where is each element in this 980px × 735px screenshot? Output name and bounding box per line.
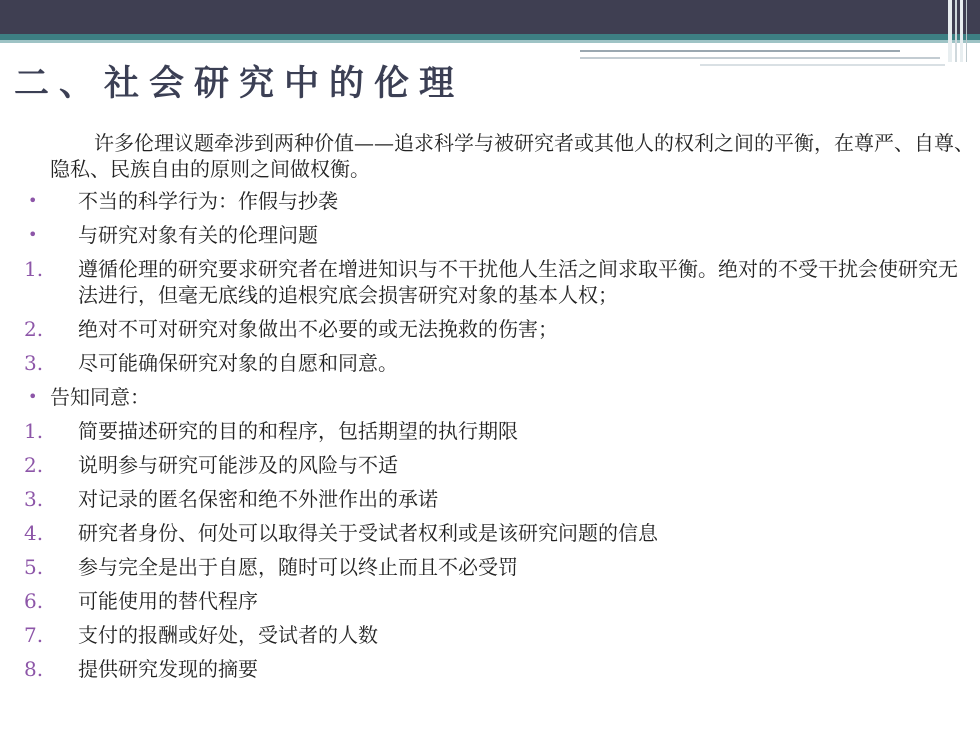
list-item-text: 说明参与研究可能涉及的风险与不适 [78, 453, 398, 477]
list-item-text: 支付的报酬或好处，受试者的人数 [78, 623, 378, 647]
list-item-text: 简要描述研究的目的和程序，包括期望的执行期限 [78, 419, 518, 443]
list-item [24, 656, 974, 682]
list-item-text: 对记录的匿名保密和绝不外泄作出的承诺 [78, 487, 438, 511]
list-item-text: 不当的科学行为：作假与抄袭 [78, 189, 338, 213]
list-item [24, 350, 974, 376]
number-marker: 6. [24, 589, 44, 613]
number-marker: 2. [24, 453, 44, 477]
list-item [24, 554, 974, 580]
number-marker: 4. [24, 521, 44, 545]
list-item-text: 研究者身份、何处可以取得关于受试者权利或是该研究问题的信息 [78, 521, 658, 545]
number-marker: 3. [24, 351, 44, 375]
decorative-line [700, 64, 945, 66]
list-item-text: 提供研究发现的摘要 [78, 657, 258, 681]
list-item-text: 可能使用的替代程序 [78, 589, 258, 613]
consent-heading [24, 384, 974, 410]
header-stripe [960, 0, 963, 62]
consent-heading-text: 告知同意： [50, 385, 150, 409]
list-item [24, 256, 974, 308]
decorative-line [580, 50, 900, 52]
number-marker: 1. [24, 419, 44, 443]
list-item [24, 222, 974, 248]
number-marker: 1. [24, 257, 44, 281]
list-item-text: 遵循伦理的研究要求研究者在增进知识与不干扰他人生活之间求取平衡。绝对的不受干扰会使研究无法进行，但毫无底线的追根究底会损害研究对象的基本人权； [78, 257, 958, 307]
list-item [24, 316, 974, 342]
list-item [24, 486, 974, 512]
number-marker: 8. [24, 657, 44, 681]
number-marker: 5. [24, 555, 44, 579]
slide-title: 二、社会研究中的伦理 [14, 64, 465, 104]
bullet-marker: • [28, 225, 38, 244]
intro-paragraph: 许多伦理议题牵涉到两种价值——追求科学与被研究者或其他人的权利之间的平衡，在尊严、自尊、隐私、民族自由的原则之间做权衡。 [50, 131, 974, 181]
slide-body [24, 130, 974, 690]
bullet-marker: • [28, 191, 38, 210]
header-stripe [955, 0, 957, 62]
number-marker: 3. [24, 487, 44, 511]
header-stripe [966, 0, 967, 62]
list-item [24, 520, 974, 546]
number-marker: 2. [24, 317, 44, 341]
header-accent-band-light [0, 40, 980, 43]
list-item [24, 418, 974, 444]
decorative-line [580, 57, 940, 59]
list-item [24, 588, 974, 614]
bullet-marker: • [28, 387, 38, 406]
list-item-text: 与研究对象有关的伦理问题 [78, 223, 318, 247]
number-marker: 7. [24, 623, 44, 647]
list-item-text: 绝对不可对研究对象做出不必要的或无法挽救的伤害； [78, 317, 558, 341]
header-stripe [948, 0, 952, 62]
list-item-text: 尽可能确保研究对象的自愿和同意。 [78, 351, 398, 375]
list-item-text: 参与完全是出于自愿，随时可以终止而且不必受罚 [78, 555, 518, 579]
list-item [24, 622, 974, 648]
header-band [0, 0, 980, 34]
list-item [24, 188, 974, 214]
list-item [24, 452, 974, 478]
